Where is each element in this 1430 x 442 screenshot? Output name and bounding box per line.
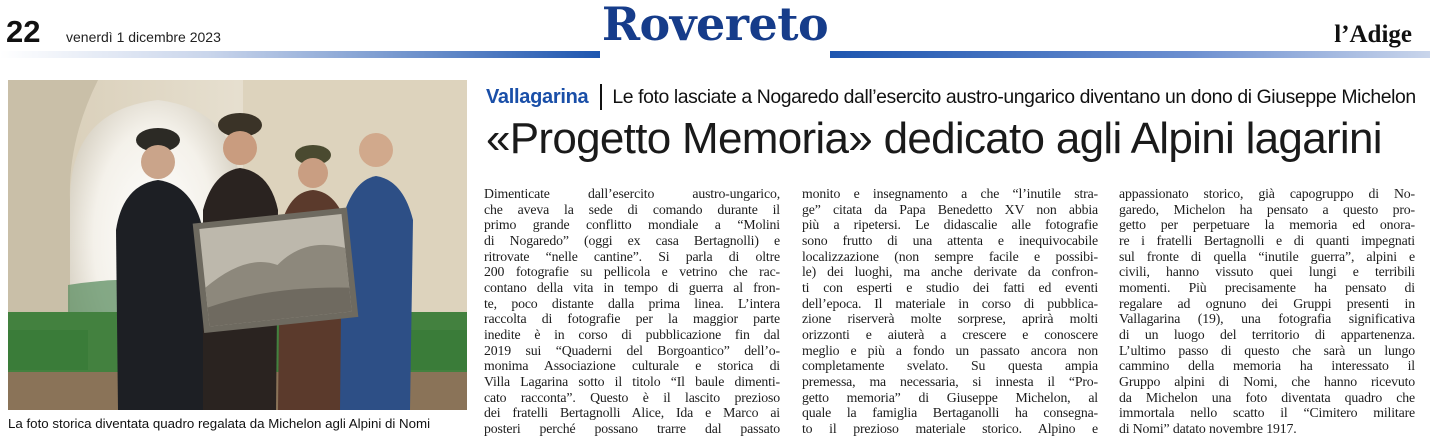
column-line: di Nomi” datato novembre 1917. — [1119, 420, 1297, 436]
column-line: momenti. Più precisamente ha pensato di — [1119, 279, 1415, 295]
column-line: le) dei luoghi, ma anche derivate da confron- — [802, 264, 1098, 280]
photo-illustration — [8, 80, 467, 410]
column-line: ge” citata da Papa Benedetto XV non abbia — [802, 201, 1098, 217]
column-line: getto per perpetuare la memoria ed onora- — [1119, 217, 1415, 233]
column-line: Vallagarina (19), una fotografia significativa — [1119, 311, 1415, 327]
column-line: premessa, ma necessaria, si innesta il “Pro- — [802, 373, 1098, 389]
column-line: primo grande conflitto mondiale a “Molini — [484, 217, 780, 233]
kicker-section: Vallagarina — [486, 85, 589, 108]
column-line: civili, hanno vissuto quei lungi e terribili — [1119, 264, 1415, 280]
kicker-text: Le foto lasciate a Nogaredo dall’esercito austro-ungarico diventano un dono di Giuseppe Michelon — [612, 85, 1416, 108]
article-photo — [8, 80, 467, 410]
column-line: cato racconta”. Questo è il lascito prezioso — [484, 389, 780, 405]
column-line: inedite è in corso di pubblicazione fin dal — [484, 326, 780, 342]
column-line: ti con esperti e studio dei fatti ed eventi — [802, 279, 1098, 295]
column-line: garedo, Michelon ha pensato a questo pro- — [1119, 201, 1415, 217]
page-number: 22 — [6, 14, 41, 49]
column-line: re i fratelli Bertagnolli e di quanti impegnati — [1119, 232, 1415, 248]
column-line: dell’epoca. Il materiale in corso di pubblica- — [802, 295, 1098, 311]
column-line: posteri perché possano trarre dal passato — [484, 420, 780, 436]
column-line: ritrovate “nelle cantine”. Si parla di oltre — [484, 248, 780, 264]
column-line: zione riserverà molte sorprese, aprirà molti — [802, 311, 1098, 327]
column-line: sono frutto di una attenta e inequivocabile — [802, 232, 1098, 248]
column-line: appassionato storico, già capogruppo di No- — [1119, 186, 1415, 201]
article-column-1 — [484, 186, 780, 437]
column-line: 2019 sui “Quaderni del Borgoantico” dell’o- — [484, 342, 780, 358]
page-header — [0, 0, 1430, 62]
column-line: completamente svelato. Su questa ampia — [802, 358, 1098, 374]
column-line: dei fratelli Bertagnolli Alice, Ida e Marco ai — [484, 405, 780, 421]
header-rule-left — [0, 51, 600, 58]
column-line: cammino della memoria ha interessato il — [1119, 358, 1415, 374]
column-line: immortala nello scatto il “Cimitero militare — [1119, 405, 1415, 421]
kicker-divider — [600, 84, 602, 110]
column-line: che aveva la sede di comando durante il — [484, 201, 780, 217]
column-line: L’ultimo passo di questo che sarà un lungo — [1119, 342, 1415, 358]
column-line: getto memoria” di Giuseppe Michelon, al — [802, 389, 1098, 405]
column-line: monito e insegnamento a che “l’inutile stra- — [802, 186, 1098, 201]
article-kicker — [486, 82, 1416, 112]
photo-caption: La foto storica diventata quadro regalata da Michelon agli Alpini di Nomi — [8, 416, 431, 431]
column-line: orizzonti e aiuterà a crescere e conoscere — [802, 326, 1098, 342]
column-line: contano della vita in tempo di guerra al fron- — [484, 279, 780, 295]
column-line: localizzazione (non sempre facile e possibi- — [802, 248, 1098, 264]
column-line: 200 fotografie su pellicola e vetrino che rac- — [484, 264, 780, 280]
header-rule-right — [830, 51, 1430, 58]
article-headline: «Progetto Memoria» dedicato agli Alpini lagarini — [486, 114, 1382, 163]
column-line: sul fronte di quella “inutile guerra”, alpini e — [1119, 248, 1415, 264]
column-line: Gruppo alpini di Nomi, che hanno ricevuto — [1119, 373, 1415, 389]
article-column-3 — [1119, 186, 1415, 437]
column-line: regalare ad ognuno dei Gruppi presenti in — [1119, 295, 1415, 311]
column-line: più a ripetersi. Le didascalie alle fotografie — [802, 217, 1098, 233]
publication-date: venerdì 1 dicembre 2023 — [66, 29, 221, 45]
article-column-2 — [802, 186, 1098, 437]
column-line: da Michelon una foto diventata quadro che — [1119, 389, 1415, 405]
column-line: quale la famiglia Bertaganolli ha consegna- — [802, 405, 1098, 421]
section-title: Rovereto — [601, 0, 829, 51]
column-line: Dimenticate dall’esercito austro-ungarico, — [484, 186, 780, 201]
column-line: meglio e più a fondo un passato ancora non — [802, 342, 1098, 358]
column-line: di Nogaredo” (oggi ex casa Bertagnolli) e — [484, 232, 780, 248]
column-line: di un luogo del territorio di appartenenza. — [1119, 326, 1415, 342]
column-line: raccolta di fotografie per la maggior parte — [484, 311, 780, 327]
column-line: te, poco distante dalla prima linea. L’intera — [484, 295, 780, 311]
newspaper-brand: l’Adige — [1334, 21, 1412, 48]
column-line: Villa Lagarina sotto il titolo “Il baule dimenti- — [484, 373, 780, 389]
column-line: monima Associazione culturale e storica di — [484, 358, 780, 374]
column-line: to il prezioso materiale storico. Alpino e — [802, 420, 1098, 436]
